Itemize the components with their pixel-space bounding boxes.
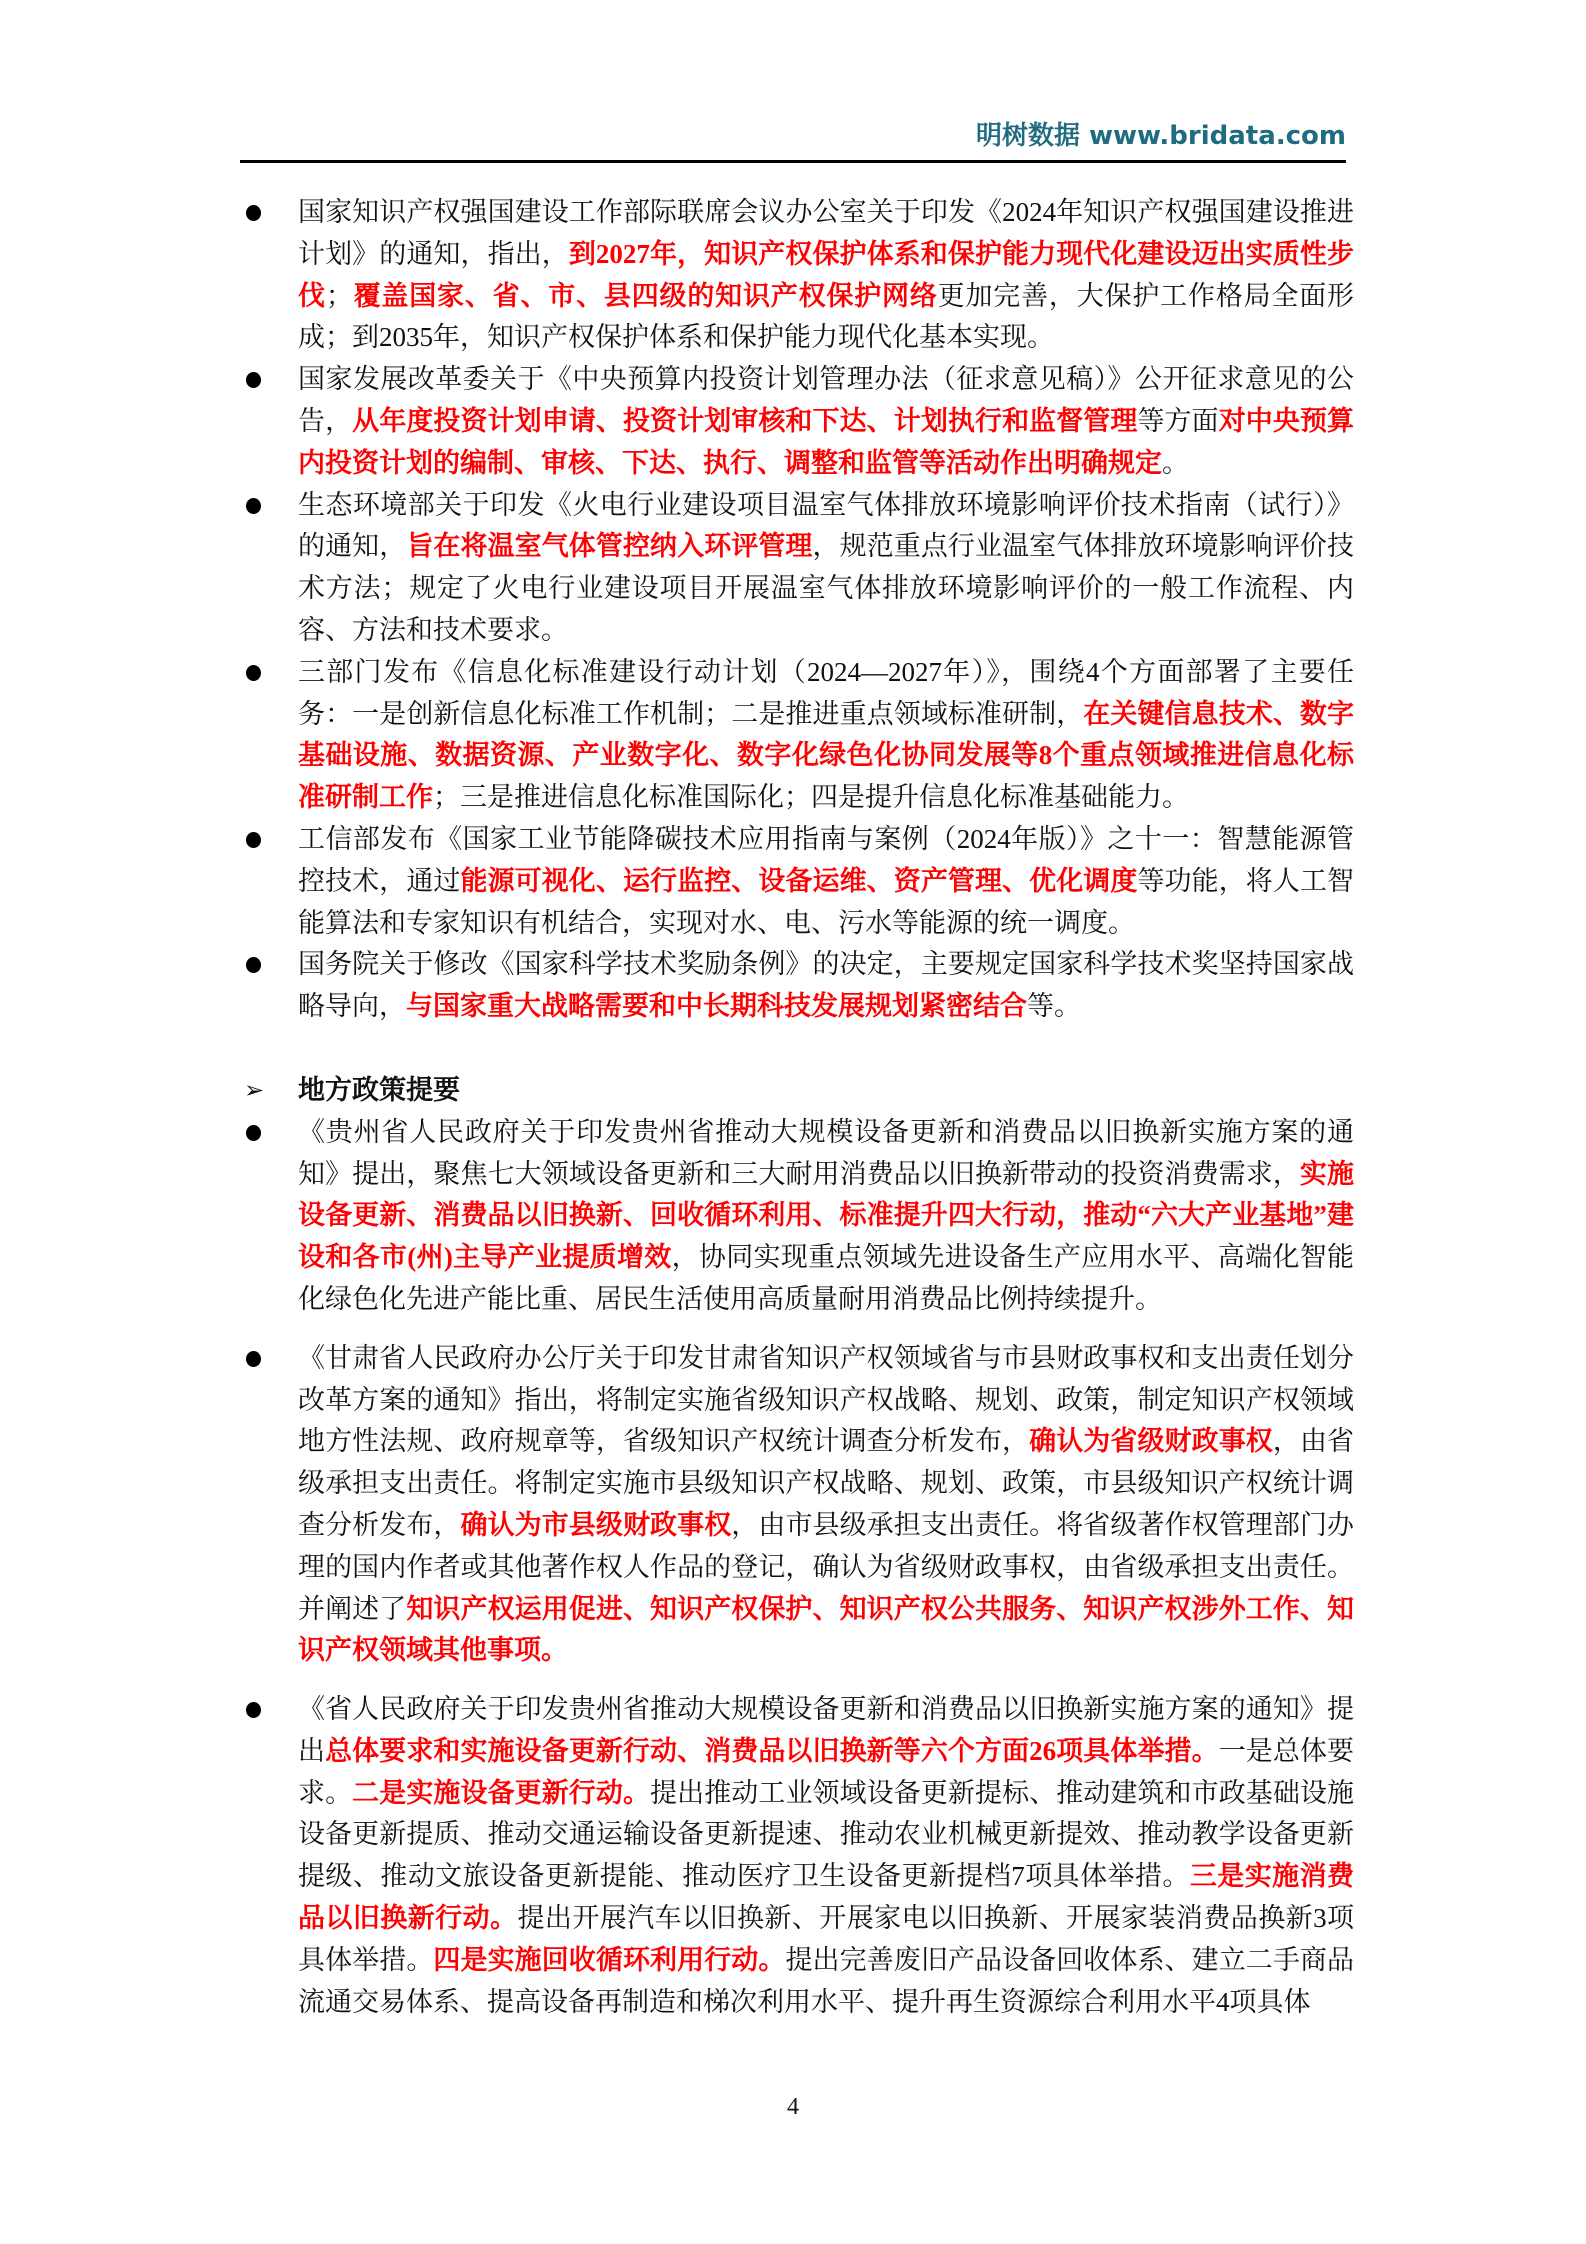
body-text: 提出推动工业领域设备更新提标、推动建筑和市政基础设施设备更新提质、推动交通运输设备更新提速、推动农业机械更新提效、推动教学设备更新提级、推动文旅设备更新提能、推动医疗卫生设备更新提档7项具体举措。	[298, 1777, 1355, 1892]
body-text: 《贵州省人民政府关于印发贵州省推动大规模设备更新和消费品以旧换新实施方案的通知》提出，聚焦七大领域设备更新和三大耐用消费品以旧换新带动的投资消费需求，	[298, 1116, 1354, 1189]
body-text: 《省人民政府关于印发贵州省推动大规模设备更新和消费品以旧换新实施方案的通知》提出	[298, 1694, 1354, 1766]
highlighted-text: 四是实施回收循环利用行动。	[433, 1944, 786, 1975]
list-item	[240, 1338, 1354, 1672]
body-text: 国务院关于修改《国家科学技术奖励条例》的决定，主要规定国家科学技术奖坚持国家战略导向，	[298, 949, 1354, 1022]
highlighted-text: 二是实施设备更新行动。	[352, 1777, 651, 1808]
local-section-heading	[240, 1070, 1354, 1112]
list-item	[240, 359, 1354, 484]
highlighted-text: 到2027年，知识产权保护体系和保护能力现代化建设迈出实质性步伐	[298, 238, 1355, 311]
body-text: 等功能，将人工智能算法和专家知识有机结合，实现对水、电、污水等能源的统一调度。	[298, 865, 1355, 938]
body-text: 等。	[1027, 991, 1081, 1022]
list-item	[240, 485, 1354, 652]
bullet-icon	[246, 498, 261, 514]
page-number: 4	[787, 2094, 799, 2120]
body-text: 三部门发布《信息化标准建设行动计划（2024—2027年）》，围绕4个方面部署了主要任务：一是创新信息化标准工作机制；二是推进重点领域标准研制，	[298, 656, 1354, 729]
highlighted-text: 能源可视化、运行监控、设备运维、资产管理、优化调度	[460, 865, 1138, 896]
list-item	[240, 819, 1354, 944]
header-brand: 明树数据 www.bridata.com	[975, 121, 1346, 151]
body-text: 。	[1162, 447, 1189, 478]
body-text: ，由市县级承担支出责任。将省级著作权管理部门办理的国内作者或其他著作权人作品的登记，确认为省级财政事权，由省级承担支出责任。并阐述了	[298, 1509, 1355, 1624]
body-text: 提出完善废旧产品设备回收体系、建立二手商品流通交易体系、提高设备再制造和梯次利用水平、提升再生资源综合利用水平4项具体	[298, 1944, 1355, 2017]
list-item	[240, 192, 1354, 359]
body-text: 《甘肃省人民政府办公厅关于印发甘肃省知识产权领域省与市县财政事权和支出责任划分改革方案的通知》指出，将制定实施省级知识产权战略、规划、政策，制定知识产权领域地方性法规、政府规章等，省级知识产权统计调查分析发布，	[298, 1342, 1354, 1457]
body-text: ；	[325, 280, 353, 311]
body-text: ，协同实现重点领域先进设备生产应用水平、高端化智能化绿色化先进产能比重、居民生活使用高质量耐用消费品比例持续提升。	[298, 1242, 1355, 1314]
list-item	[240, 1689, 1354, 2023]
highlighted-text: 对中央预算内投资计划的编制、审核、下达、执行、调整和监管等活动作出明确规定	[298, 405, 1355, 478]
highlighted-text: 在关键信息技术、数字基础设施、数据资源、产业数字化、数字化绿色化协同发展等8个重点领域推进信息化标准研制工作	[298, 698, 1355, 813]
list-item	[240, 1112, 1354, 1321]
section-title: 地方政策提要	[298, 1074, 460, 1105]
body-text: ；三是推进信息化标准国际化；四是提升信息化标准基础能力。	[433, 782, 1189, 813]
body-text: 生态环境部关于印发《火电行业建设项目温室气体排放环境影响评价技术指南（试行）》的通知，	[298, 489, 1354, 562]
list-item	[240, 652, 1354, 819]
highlighted-text: 与国家重大战略需要和中长期科技发展规划紧密结合	[406, 991, 1027, 1022]
document-body	[240, 192, 1354, 2023]
body-text: 提出开展汽车以旧换新、开展家电以旧换新、开展家装消费品换新3项具体举措。	[298, 1903, 1355, 1975]
bullet-icon	[246, 832, 261, 848]
bullet-icon	[246, 957, 261, 973]
bullet-icon	[246, 665, 261, 681]
highlighted-text: 知识产权运用促进、知识产权保护、知识产权公共服务、知识产权涉外工作、知识产权领域其他事项。	[298, 1593, 1355, 1666]
bullet-icon	[246, 205, 261, 221]
body-text: 等方面	[1137, 405, 1219, 436]
local-policy-list	[240, 1112, 1354, 2024]
highlighted-text: 三是实施消费品以旧换新行动。	[298, 1861, 1354, 1934]
bullet-icon	[246, 1702, 261, 1718]
highlighted-text: 从年度投资计划申请、投资计划审核和下达、计划执行和监督管理	[352, 405, 1138, 436]
body-text: 一是总体要求。	[298, 1735, 1355, 1808]
bullet-icon	[246, 372, 261, 388]
list-item	[240, 944, 1354, 1028]
highlighted-text: 确认为市县级财政事权	[460, 1509, 732, 1540]
highlighted-text: 总体要求和实施设备更新行动、消费品以旧换新等六个方面26项具体举措。	[325, 1735, 1219, 1766]
body-text: 国家发展改革委关于《中央预算内投资计划管理办法（征求意见稿）》公开征求意见的公告，	[298, 364, 1354, 436]
body-text: ，由省级承担支出责任。将制定实施市县级知识产权战略、规划、政策，市县级知识产权统计调查分析发布，	[298, 1426, 1355, 1540]
national-policy-list	[240, 192, 1354, 1028]
bullet-icon	[246, 1351, 261, 1367]
highlighted-text: 实施设备更新、消费品以旧换新、回收循环利用、标准提升四大行动，推动“六大产业基地”建设和各市(州)主导产业提质增效	[298, 1158, 1355, 1273]
body-text: 工信部发布《国家工业节能降碳技术应用指南与案例（2024年版）》之十一：智慧能源管控技术，通过	[298, 823, 1354, 896]
highlighted-text: 覆盖国家、省、市、县四级的知识产权保护网络	[352, 280, 938, 311]
body-text: ，规范重点行业温室气体排放环境影响评价技术方法；规定了火电行业建设项目开展温室气体排放环境影响评价的一般工作流程、内容、方法和技术要求。	[298, 531, 1355, 645]
highlighted-text: 确认为省级财政事权	[1029, 1426, 1273, 1457]
header-rule	[240, 160, 1346, 163]
body-text: 国家知识产权强国建设工作部际联席会议办公室关于印发《2024年知识产权强国建设推进计划》的通知，指出，	[298, 197, 1354, 269]
body-text: 更加完善，大保护工作格局全面形成；到2035年，知识产权保护体系和保护能力现代化基本实现。	[298, 280, 1355, 353]
highlighted-text: 旨在将温室气体管控纳入环评管理	[406, 531, 813, 562]
arrow-bullet-icon: ➢	[244, 1075, 265, 1104]
bullet-icon	[246, 1125, 261, 1141]
